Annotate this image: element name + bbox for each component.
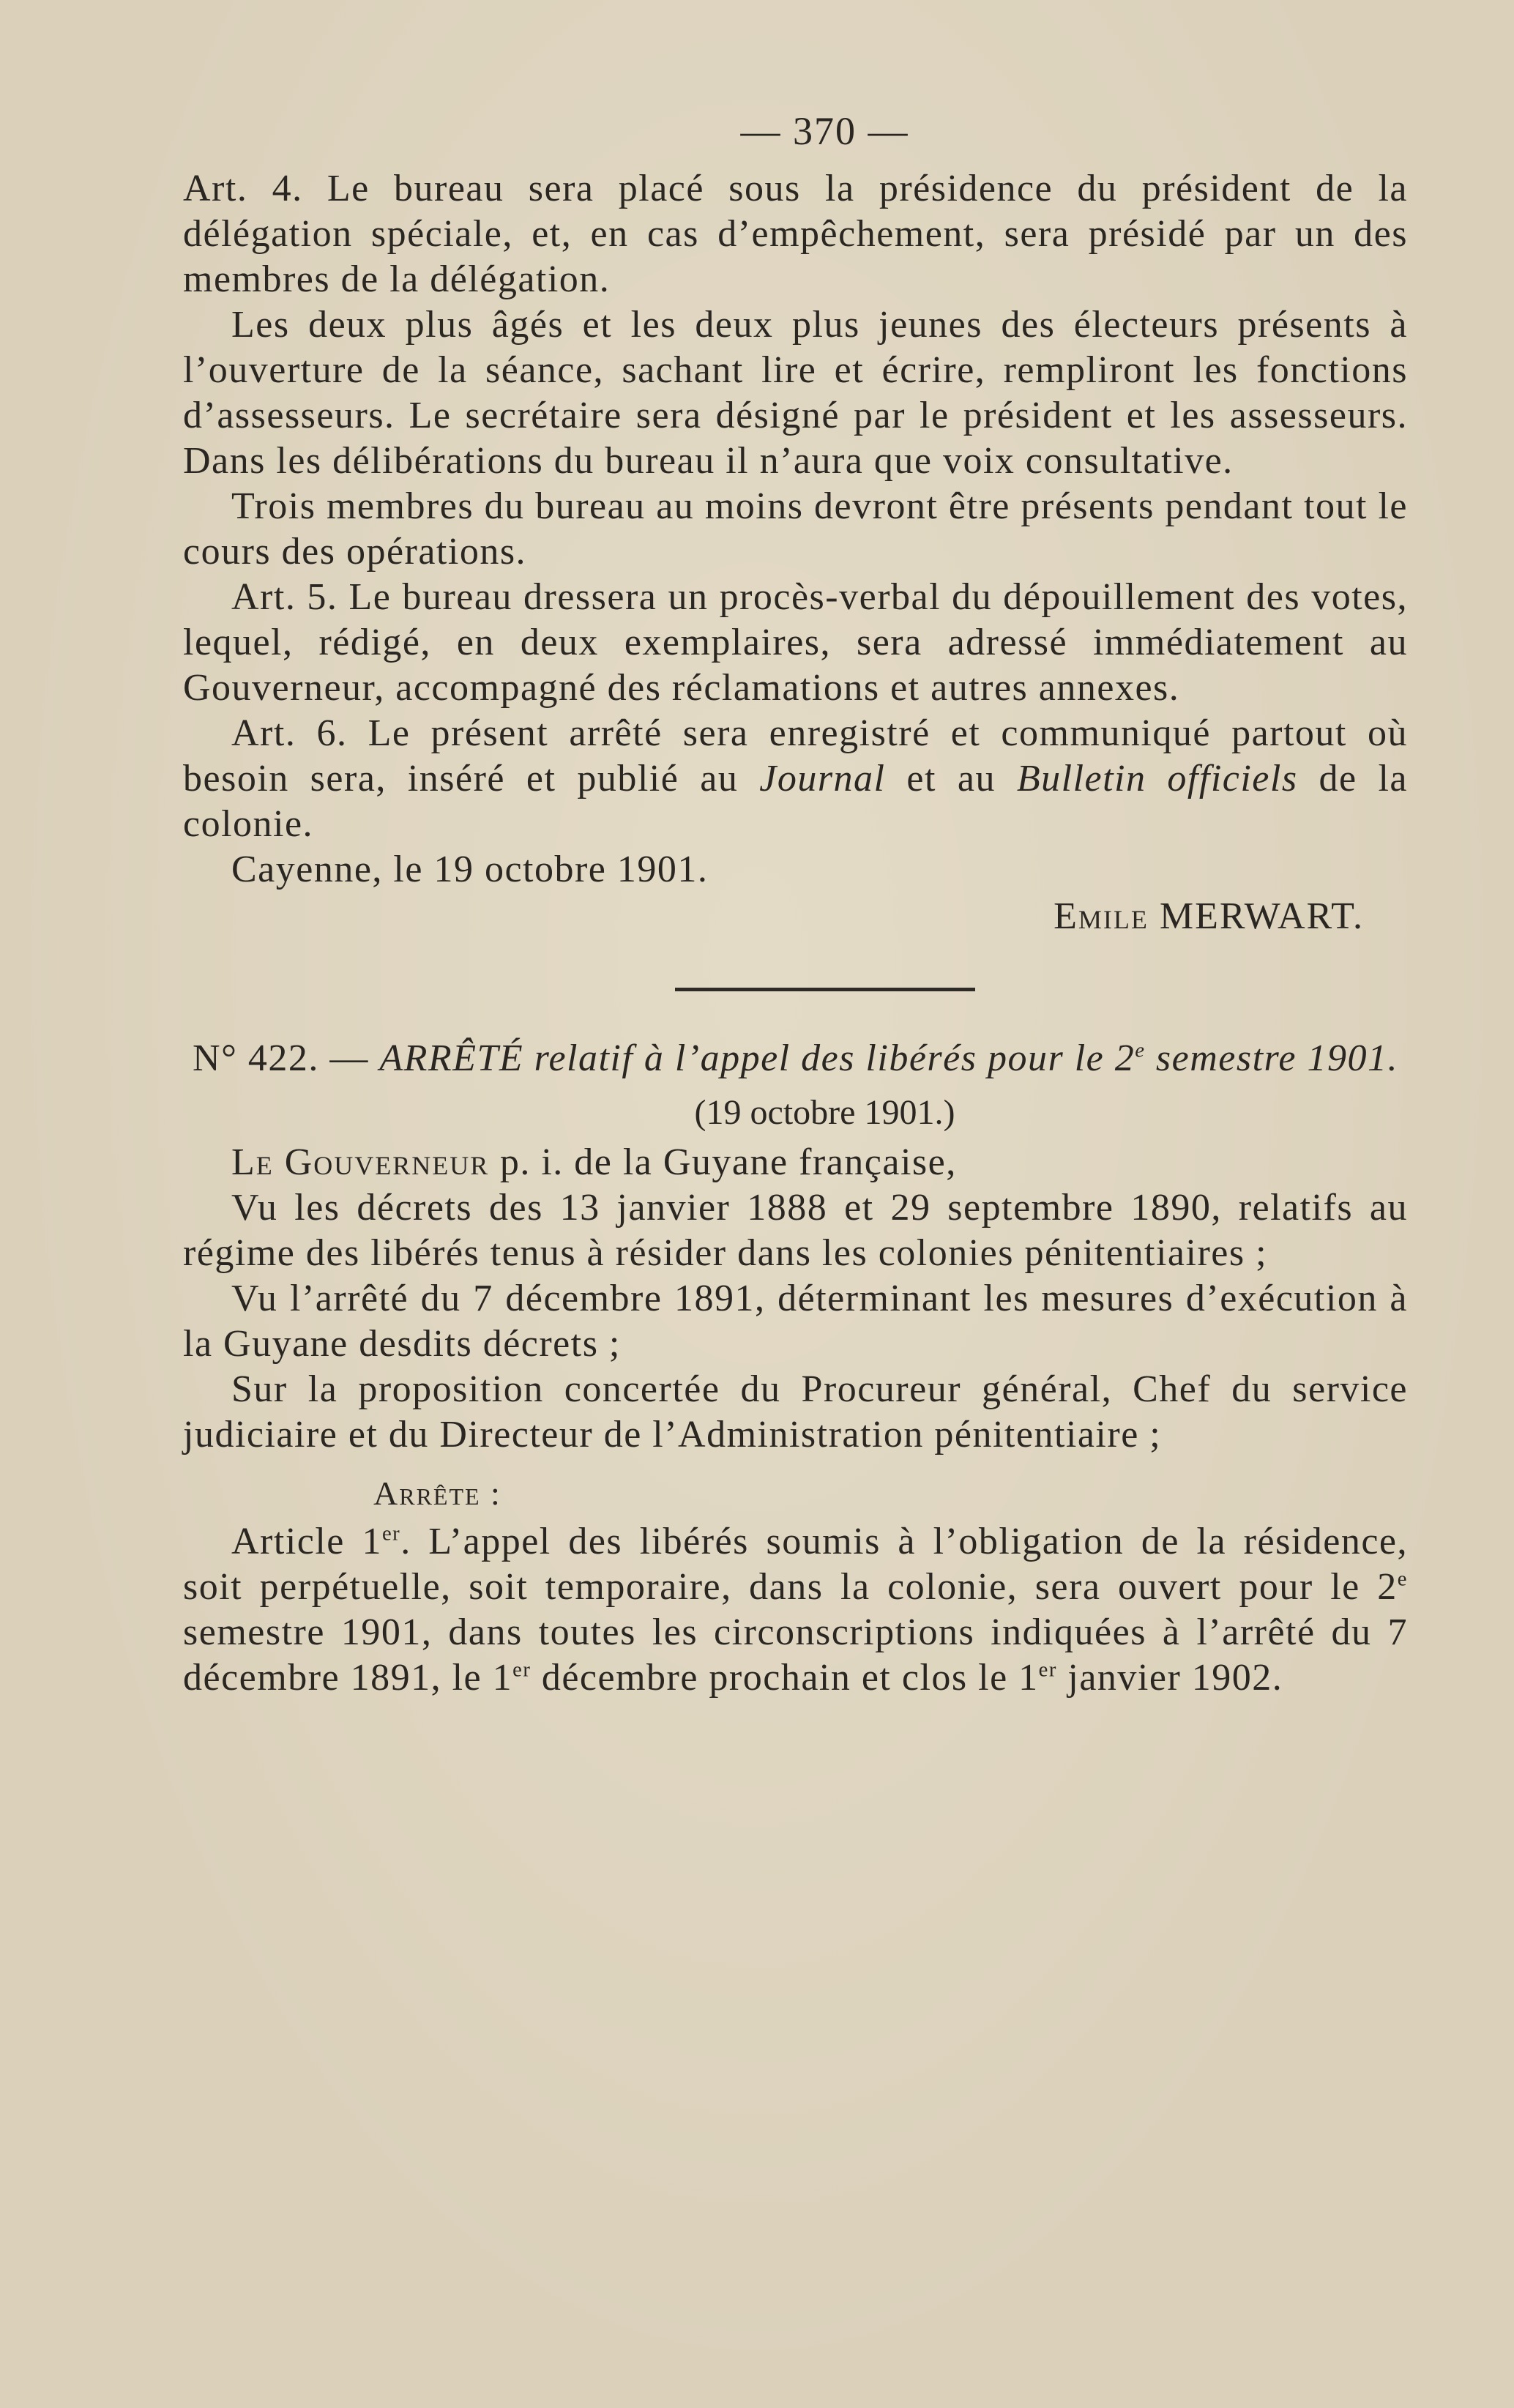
article-1-e: janvier 1902. xyxy=(1056,1657,1283,1699)
article-1-b: . L’appel des libérés soumis à l’obligation de la résidence, soit perpétuelle, soit temporaire, dans la colonie, sera ouvert pour le 2 xyxy=(183,1521,1408,1609)
decree-title: ARRÊTÉ relatif à l’appel des libérés pour le 2 xyxy=(379,1037,1136,1080)
article-1-a: Article 1 xyxy=(231,1521,382,1563)
article-4-paragraph: Art. 4. Le bureau sera placé sous la présidence du président de la délégation spéciale, et, en cas d’empêchement, sera présidé par un des membres de la délégation. xyxy=(183,168,1408,301)
preamble xyxy=(183,1140,1408,1185)
place-date: Cayenne, le 19 octobre 1901. xyxy=(231,849,709,891)
arrete-label: Arrête : xyxy=(373,1475,501,1513)
bulletin-title: Bulletin officiels xyxy=(1016,758,1298,800)
page-number: — 370 — xyxy=(740,109,909,153)
article-6-paragraph xyxy=(183,711,1408,847)
decree-heading xyxy=(183,1035,1408,1082)
article-1-sup: er xyxy=(381,1523,401,1546)
article-1-c: semestre 1901, dans toutes les circonscriptions indiquées à l’arrêté du 7 décembre 1891, le 1 xyxy=(183,1611,1408,1699)
preamble-governor: Le Gouverneur xyxy=(231,1141,490,1184)
article-1-sup2: e xyxy=(1397,1568,1408,1592)
decree-number: N° 422. — xyxy=(193,1037,380,1080)
bureau-members-paragraph: Trois membres du bureau au moins devront être présents pendant tout le cours des opérations. xyxy=(183,485,1408,573)
decree-date: (19 octobre 1901.) xyxy=(694,1093,955,1133)
decree-title-sup: e xyxy=(1135,1040,1146,1063)
vu-arrete-paragraph: Vu l’arrêté du 7 décembre 1891, déterminant les mesures d’exécution à la Guyane desdits décrets ; xyxy=(183,1278,1408,1365)
journal-title: Journal xyxy=(759,758,886,800)
proposition-paragraph: Sur la proposition concertée du Procureur général, Chef du service judiciaire et du Directeur de l’Administration pénitentiaire ; xyxy=(183,1368,1408,1456)
article-6-text: Art. 6. Le présent arrêté sera enregistré et communiqué partout où besoin sera, inséré et publié au xyxy=(183,712,1408,800)
assessors-paragraph: Les deux plus âgés et les deux plus jeunes des électeurs présents à l’ouverture de la séance, sachant lire et écrire, rempliront les fonctions d’assesseurs. Le secrétaire sera désigné par le président et les assesseurs. Dans les délibérations du bureau il n’aura que voix consultative. xyxy=(183,304,1408,482)
article-6-end: de la colonie. xyxy=(183,758,1409,846)
section-divider xyxy=(675,988,975,991)
article-1-paragraph xyxy=(183,1519,1408,1701)
article-5-paragraph: Art. 5. Le bureau dressera un procès-verbal du dépouillement des votes, lequel, rédigé, en deux exemplaires, sera adressé immédiatement au Gouverneur, accompagné des réclamations et autres annexes. xyxy=(183,576,1408,709)
article-1-d: décembre prochain et clos le 1 xyxy=(531,1657,1039,1699)
article-1-sup4: er xyxy=(1038,1659,1057,1682)
signature: Emile MERWART. xyxy=(1054,895,1364,938)
vu-decrets-paragraph: Vu les décrets des 13 janvier 1888 et 29 septembre 1890, relatifs au régime des libérés tenus à résider dans les colonies pénitentiaires ; xyxy=(183,1187,1408,1275)
article-6-and: et au xyxy=(885,758,1017,800)
article-1-sup3: er xyxy=(512,1659,532,1682)
decree-title-end: semestre 1901. xyxy=(1145,1037,1398,1080)
preamble-rest: p. i. de la Guyane française, xyxy=(489,1141,957,1184)
